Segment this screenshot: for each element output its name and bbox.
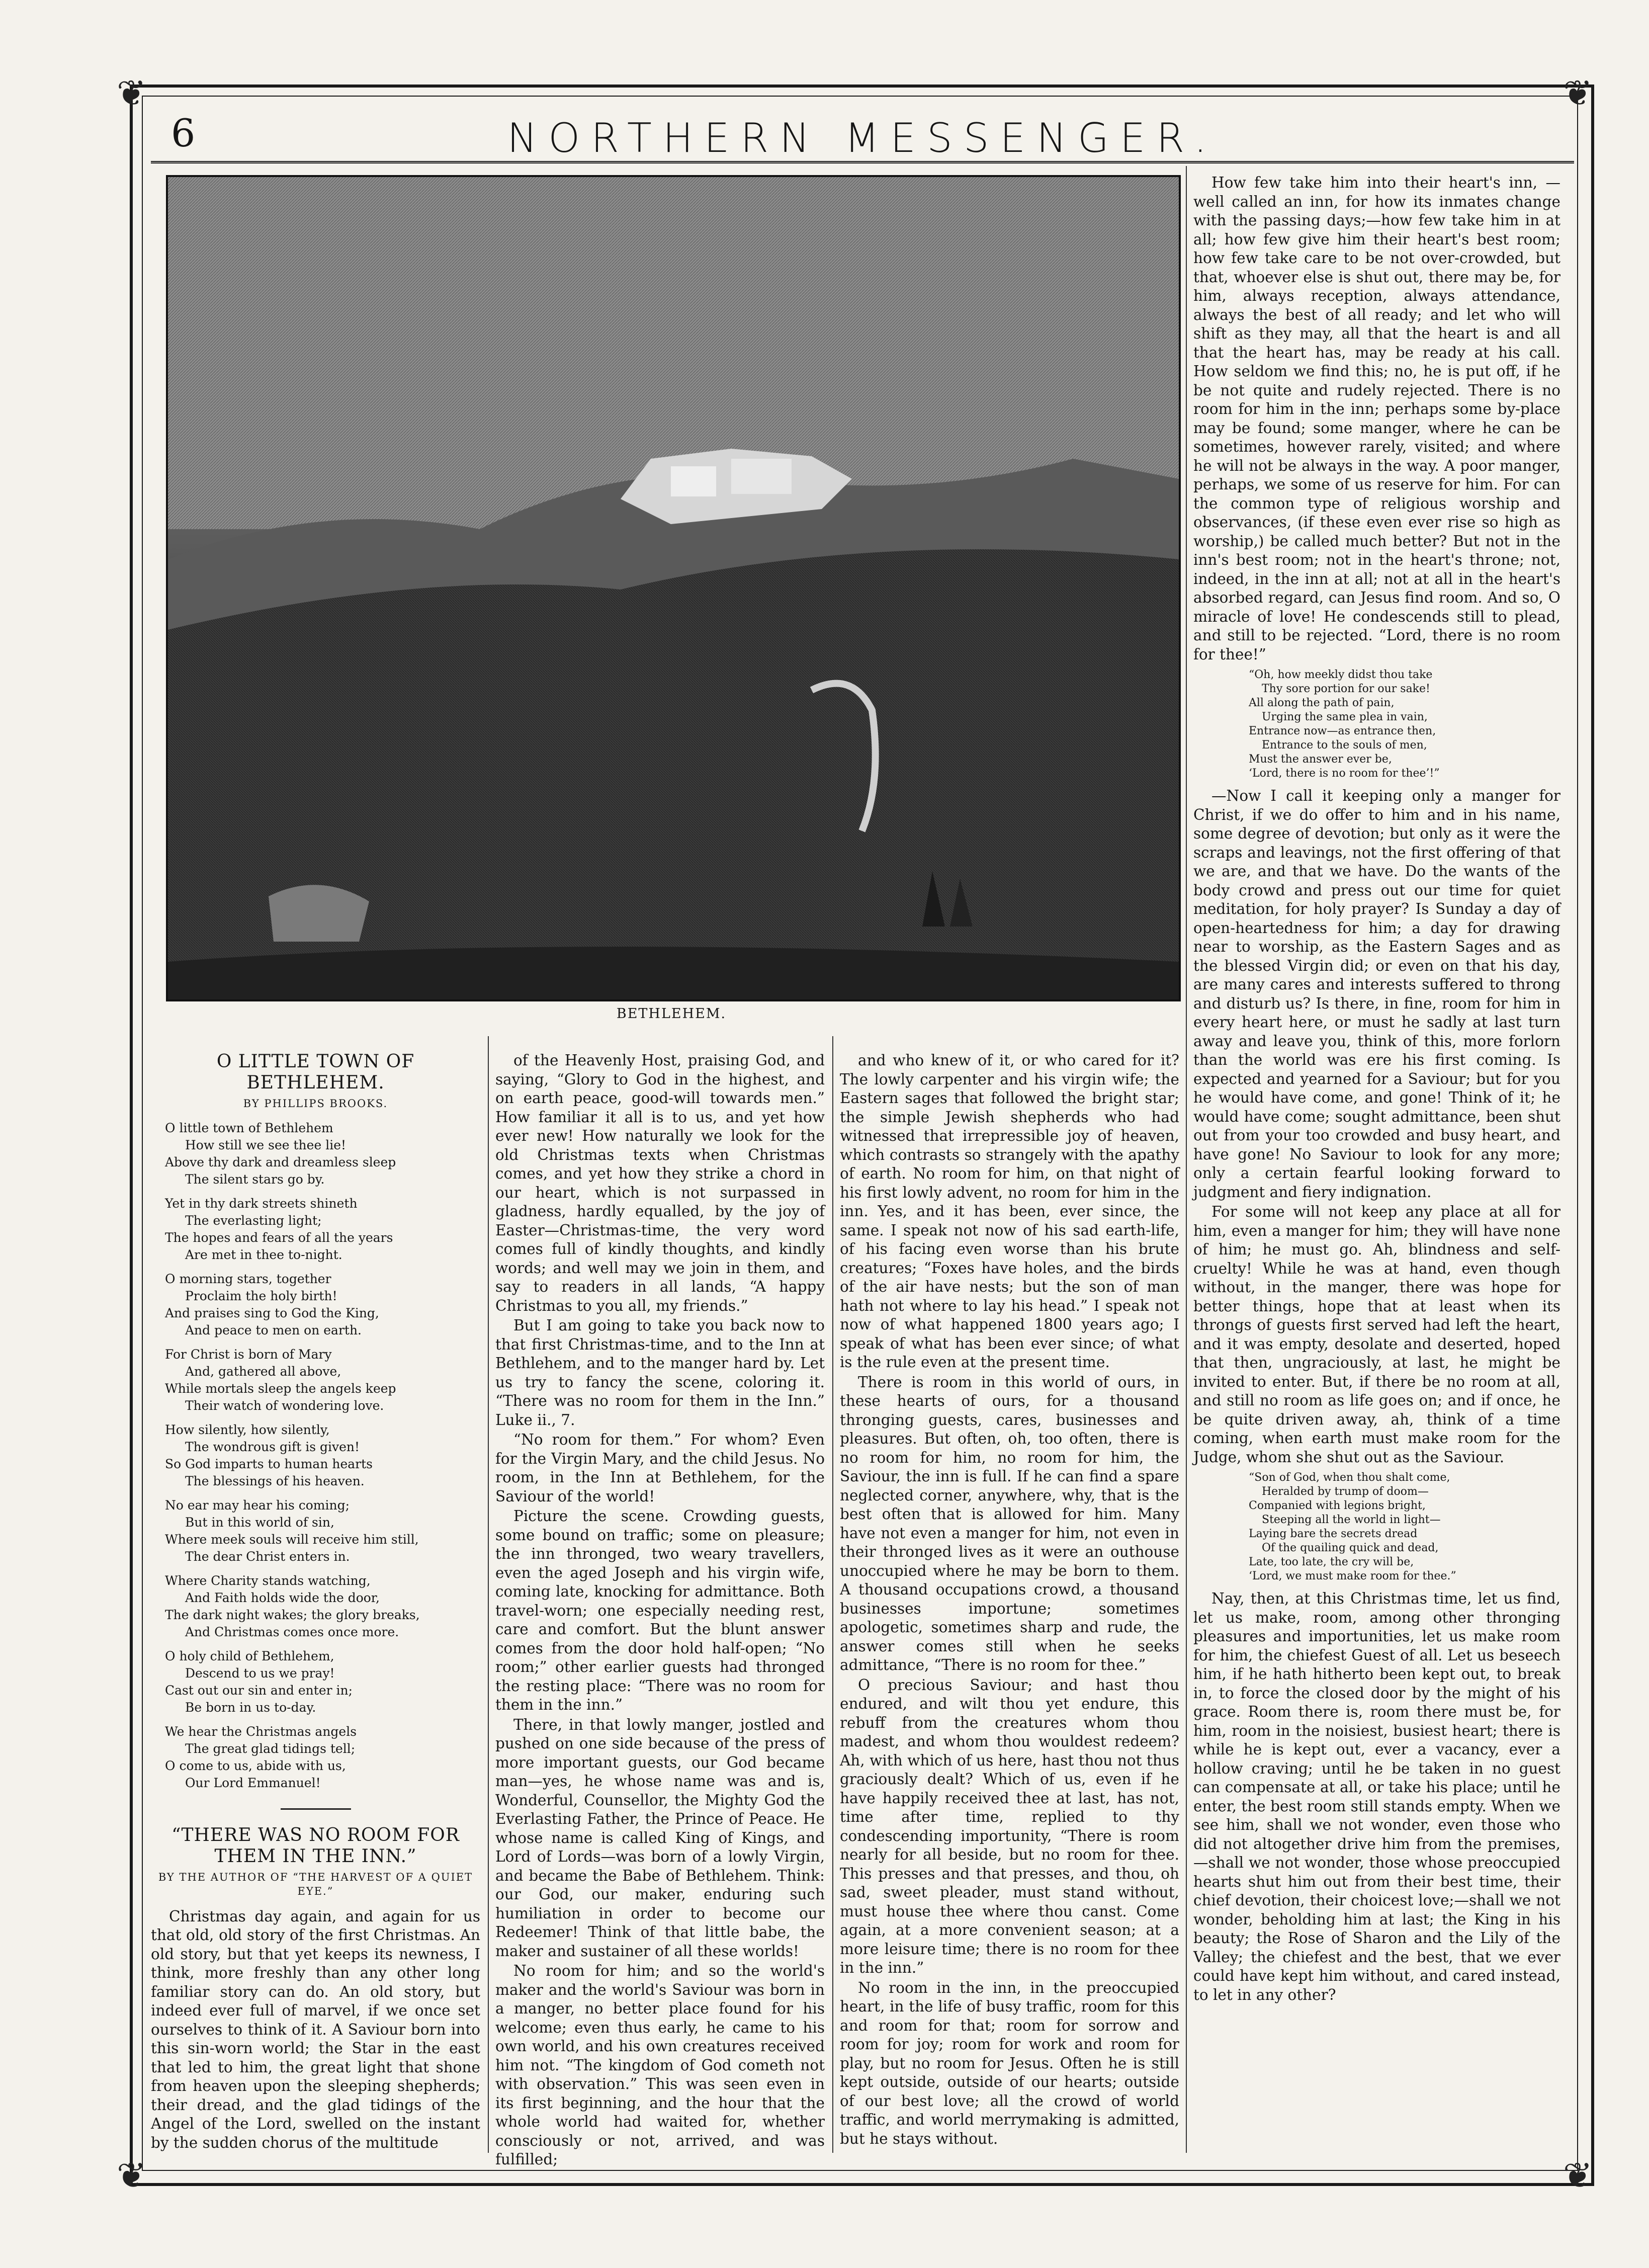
article-title: “THERE WAS NO ROOM FOR THEM IN THE INN.”: [171, 1824, 460, 1867]
verse-line: “Oh, how meekly didst thou take: [1249, 668, 1433, 681]
poem-line: But in this world of sin,: [185, 1515, 334, 1530]
article-column-4-part-c: [1193, 1589, 1560, 2004]
poem-line: O holy child of Bethlehem,: [165, 1649, 334, 1663]
poem-stanza: [165, 1195, 480, 1264]
verse-line: Urging the same plea in vain,: [1262, 711, 1428, 723]
verse-line: Of the quailing quick and dead,: [1262, 1542, 1439, 1554]
article-paragraph: Nay, then, at this Christmas time, let us find, let us make, room, among other thronging pleasures and importunities, let us make room for him, the chiefest Guest of all. Let us beseech him, if he hath hitherto been kept out, to break in, to force the closed door by the might of his grace. Room there is, room there must be, for him, room in the noisiest, busiest heart; there is while he is kept out, ever a vacancy, ever a hollow craving; until he be taken in no guest can compensate at all, or take his place; until he enter, the best room still stands empty. When we see him, shall we not wonder, even those who did not altogether drive him from the premises,—shall we not wonder, those whose preoccupied hearts shut him out from their best time, their chief devotion, their choicest love;—shall we not wonder, beholding him at last; the King in his beauty; the Rose of Sharon and the Lily of the Valley; the chiefest and the best, that we ever could have kept him without, and cared instead, to let in any other?: [1193, 1590, 1560, 2003]
article-column-1: [151, 1907, 480, 2153]
poem-line: Yet in thy dark streets shineth: [165, 1196, 358, 1211]
poem-line: Their watch of wondering love.: [185, 1398, 384, 1413]
verse-line: Steeping all the world in light—: [1262, 1514, 1441, 1526]
article-column-3: [840, 1051, 1179, 2148]
article-paragraph: But I am going to take you back now to that first Christmas-time, and to the Inn at Bethlehem, and to the manger hard by. Let us try to fancy the scene, coloring it. “There was no room for them in the Inn.” Luke ii., 7.: [495, 1317, 825, 1429]
poem-line: And, gathered all above,: [185, 1364, 341, 1379]
article-column-4-part-a: [1193, 174, 1560, 664]
article-column-2: [495, 1051, 825, 2169]
article-paragraph: and who knew of it, or who cared for it? The lowly carpenter and his virgin wife; the Eastern sages that followed the bright star; the simple Jewish shepherds who had witnessed that irrepressible joy of heaven, which contrasts so strangely with the apathy of earth. No room for him, on that night of his first lowly advent, no room for him in the inn. Yes, and it has been, ever since, the same. I speak not now of his sad earth-life, of his facing even worse than his brute creatures; “Foxes have holes, and the birds of the air have nests; but the son of man hath not where to lay his head.” I speak not now of what happened 1800 years ago; I speak of what has been ever since; of what is the rule even at the present time.: [840, 1052, 1179, 1371]
verse-line: Companied with legions bright,: [1249, 1499, 1426, 1512]
poem-line: The blessings of his heaven.: [185, 1474, 365, 1488]
corner-ornament-bottom-left: ❦: [117, 2155, 146, 2196]
column-rule: [488, 1036, 489, 2153]
poem-line: Where Charity stands watching,: [165, 1573, 371, 1588]
poem-stanzas: [151, 1120, 480, 1792]
illustration-caption: BETHLEHEM.: [616, 1006, 727, 1022]
corner-ornament-top-left: ❦: [117, 72, 146, 114]
column-rule: [1186, 166, 1187, 2153]
poem-line: Our Lord Emmanuel!: [185, 1776, 321, 1790]
poem-line: O little town of Bethlehem: [165, 1121, 333, 1135]
verse-line: ‘Lord, there is no room for thee’!”: [1249, 767, 1440, 780]
poem-line: The great glad tidings tell;: [185, 1741, 356, 1756]
poem-stanza: [165, 1723, 480, 1792]
poem-line: The everlasting light;: [185, 1213, 322, 1228]
poem-line: How still we see thee lie!: [185, 1138, 346, 1152]
poem-stanza: [165, 1421, 480, 1490]
corner-ornament-bottom-right: ❦: [1563, 2155, 1593, 2196]
poem-stanza: [165, 1648, 480, 1716]
article-paragraph: No room for him; and so the world's maker and the world's Saviour was born in a manger, no better place found for his welcome; even thus early, he came to his own world, and his own creatures received him not. “The kingdom of God cometh not with observation.” This was seen even in its first beginning, and the hour that the whole world had waited for, whether consciously or not, arrived, and was fulfilled;: [495, 1962, 825, 2168]
verse-line: ‘Lord, we must make room for thee.”: [1249, 1570, 1456, 1582]
landscape-illustration: [168, 177, 1179, 999]
poem-line: So God imparts to human hearts: [165, 1457, 373, 1471]
verse-line: Laying bare the secrets dread: [1249, 1528, 1418, 1540]
poem-line: Proclaim the holy birth!: [185, 1289, 337, 1303]
verse-line: Thy sore portion for our sake!: [1262, 683, 1430, 695]
poem-stanza: [165, 1572, 480, 1641]
article-paragraph: There is room in this world of ours, in these hearts of ours, for a thousand thronging guests, cares, businesses and pleasures. But often, oh, too often, there is no room for him, no room for him, the Saviour, the inn is full. If he can find a spare neglected corner, anywhere, why, that is the best often that is allowed for him. Many have not even a manger for him, not even in their thronged lives as it were an outhouse unoccupied where he may be born to them. A thousand occupations crowd, a thousand businesses importune; sometimes apologetic, sometimes sharp and rude, the answer comes still when he seeks admittance, “There is no room for thee.”: [840, 1373, 1179, 1673]
poem-title: O LITTLE TOWN OF BETHLEHEM.: [216, 1051, 415, 1093]
poem-stanza: [165, 1346, 480, 1414]
poem-line: No ear may hear his coming;: [165, 1498, 350, 1513]
article-paragraph: No room in the inn, in the preoccupied heart, in the life of busy traffic, room for this and room for that; room for sorrow and room for joy; room for work and room for play, but no room for Jesus. Often he is still kept outside, outside of our hearts; outside of our best love; all the crowd of world traffic, and world merrymaking is admitted, but he stays without.: [840, 1979, 1179, 2147]
column-1: [151, 1051, 480, 2153]
poem-line: For Christ is born of Mary: [165, 1347, 332, 1362]
poem-line: How silently, how silently,: [165, 1422, 330, 1437]
poem-line: Above thy dark and dreamless sleep: [165, 1155, 396, 1169]
column-3: [840, 1051, 1179, 2149]
poem-line: While mortals sleep the angels keep: [165, 1381, 396, 1396]
page-header: [151, 106, 1574, 161]
poem-line: Cast out our sin and enter in;: [165, 1683, 353, 1698]
article-column-4-part-b: [1193, 787, 1560, 1467]
bethlehem-engraving: [166, 175, 1181, 1001]
verse-line: Must the answer ever be,: [1249, 753, 1392, 766]
article-paragraph: O precious Saviour; and hast thou endured, and wilt thou yet endure, this rebuff from the creatures whom thou madest, and whom thou wouldest redeem? Ah, with which of us here, hast thou not thus graciously dealt? Which of us, even if he have happily received thee at last, has not, time after time, replied to thy condescending importunity, “There is room nearly for all beside, but no room for thee. This presses and that presses, and thou, oh sad, sweet pleader, must stand without, must house thee where thou canst. Come again, at a more convenient season; at a more leisure time; there is no room for thee in the inn.”: [840, 1676, 1179, 1976]
poem-line: We hear the Christmas angels: [165, 1724, 357, 1739]
poem-line: O morning stars, together: [165, 1272, 331, 1286]
poem-line: The hopes and fears of all the years: [165, 1230, 393, 1245]
article-paragraph: For some will not keep any place at all for him, even a manger for him; they will have none of him; he must go. Ah, blindness and self-cruelty! While he was at hand, even though without, in the manger, there was hope for better things, hope that at least when its throngs of guests first served had left the heart, and it was empty, desolate and deserted, hoped that then, ungraciously, at last, he might be invited to enter. But, if there be no room at all, and still no room as life goes on; and if once, he be quite driven away, ah, think of a time coming, when earth must make room for the Judge, whom she shut out as the Saviour.: [1193, 1203, 1560, 1466]
quoted-verse-1: [1249, 668, 1560, 781]
article-byline: BY THE AUTHOR OF “THE HARVEST OF A QUIET EYE.”: [158, 1871, 473, 1897]
article-paragraph: of the Heavenly Host, praising God, and saying, “Glory to God in the highest, and on earth peace, good-will towards men.” How familiar it all is to us, and yet how ever new! How naturally we look for the old Christmas texts when Christmas comes, and yet how they strike a chord in our heart, which is not surpassed in gladness, hardly equalled, by the joy of Easter—Christmas-time, the very word comes full of kindly thoughts, and kindly words; and well may we join in them, and say to readers in all lands, “A happy Christmas to you all, my friends.”: [495, 1052, 825, 1314]
article-paragraph: “No room for them.” For whom? Even for the Virgin Mary, and the child Jesus. No room, in the Inn at Bethlehem, for the Saviour of the world!: [495, 1431, 825, 1505]
poem-stanza: [165, 1497, 480, 1565]
poem-byline: BY PHILLIPS BROOKS.: [243, 1098, 388, 1110]
poem-line: Where meek souls will receive him still,: [165, 1532, 419, 1547]
poem-line: And Christmas comes once more.: [185, 1625, 399, 1639]
poem-stanza: [165, 1271, 480, 1339]
poem-stanza: [165, 1120, 480, 1188]
poem-line: The wondrous gift is given!: [185, 1440, 360, 1454]
article-paragraph: There, in that lowly manger, jostled and pushed on one side because of the press of more important guests, our God became man—yes, he whose name was and is, Wonderful, Counsellor, the Mighty God the Everlasting Father, the Prince of Peace. He whose name is called King of Kings, and Lord of Lords—was born of a lowly Virgin, and became the Babe of Bethlehem. Think: our God, our maker, enduring such humiliation in order to become our Redeemer! Think of that little babe, the maker and sustainer of all these worlds!: [495, 1716, 825, 1960]
poem-line: O come to us, abide with us,: [165, 1758, 346, 1773]
verse-line: Entrance now—as entrance then,: [1249, 725, 1436, 737]
quoted-verse-2: [1249, 1471, 1560, 1583]
poem-line: Are met in thee to-night.: [185, 1247, 342, 1262]
header-rule: [151, 161, 1574, 163]
column-4: [1193, 174, 1560, 2005]
article-paragraph: How few take him into their heart's inn, —well called an inn, for how its inmates change with the passing days;—how few take him in at all; how few give him their heart's best room; how few take care to be not over-crowded, but that, whoever else is shut out, there may be, for him, always reception, always attendance, always the best of all ready; and let who will shift as they may, all that the heart is and all that the heart has, may be ready at his call. How seldom we find this; no, he is put off, if he be not quite and rudely rejected. There is no room for him in the inn; perhaps some by-place may be found; some manger, where he can be sometimes, however rarely, visited; and where he will not be always in the way. A poor manger, perhaps, we some of us reserve for him. For can the common type of religious worship and observances, (if these even ever rise so high as worship,) be called much better? But not in the inn's best room; not in the heart's throne; not, indeed, in the inn at all; not at all in the heart's absorbed regard, can Jesus find room. And so, O miracle of love! He condescends still to plead, and still to be rejected. “Lord, there is no room for thee!”: [1193, 174, 1560, 663]
separator-rule: [151, 1799, 480, 1818]
poem-line: The silent stars go by.: [185, 1172, 325, 1187]
poem-line: And Faith holds wide the door,: [185, 1590, 380, 1605]
poem-line: The dark night wakes; the glory breaks,: [165, 1608, 420, 1622]
verse-line: Late, too late, the cry will be,: [1249, 1556, 1414, 1568]
column-2: [495, 1051, 825, 2170]
column-rule: [832, 1036, 833, 2153]
verse-line: Heralded by trump of doom—: [1262, 1485, 1429, 1498]
masthead-title: NORTHERN MESSENGER.: [507, 115, 1218, 161]
verse-line: Entrance to the souls of men,: [1262, 739, 1427, 751]
article-paragraph: Picture the scene. Crowding guests, some bound on traffic; some on pleasure; the inn thronged, two weary travellers, even the aged Joseph and his virgin wife, coming late, knocking for admittance. Both travel-worn; one especially needing rest, care and comfort. But the blunt answer comes from the door hold half-open; “No room;” other earlier guests had thronged the resting place: “There was no room for them in the inn.”: [495, 1507, 825, 1713]
article-paragraph: —Now I call it keeping only a manger for Christ, if we do offer to him and in his name, some degree of devotion; but only as it were the scraps and leavings, not the first offering of that we are, and that we have. Do the wants of the body crowd and press out our time for quiet meditation, for holy prayer? Is Sunday a day of open-heartedness for him; a day for drawing near to worship, as the Eastern Sages and as the blessed Virgin did; or even on that his day, are many cares and interests suffered to throng and disturb us? Is there, in fine, room for him in every heart here, or must he sadly at last turn away and leave you, think of this, more forlorn than the world was ere his first coming. Is expected and yearned for a Saviour; but for you he would have come, and gone! Think of it; he would have come; sought admittance, been shut out from your too crowded and busy heart, and have gone! No Saviour to look for any more; only a certain fearful looking forward to judgment and fiery indignation.: [1193, 787, 1560, 1201]
poem-line: The dear Christ enters in.: [185, 1549, 350, 1564]
poem-line: Be born in us to-day.: [185, 1700, 316, 1715]
poem-line: Descend to us we pray!: [185, 1666, 335, 1681]
article-paragraph: Christmas day again, and again for us that old, old story of the first Christmas. An old story, but that yet keeps its newness, I think, more freshly than any other long familiar story can do. An old story, but indeed ever full of marvel, if we once set ourselves to think of it. A Saviour born into this sin-worn world; the Star in the east that led to him, the great light that shone from heaven upon the sleeping shepherds; their dread, and the glad tidings of the Angel of the Lord, swelled on the instant by the sudden chorus of the multitude: [151, 1907, 480, 2151]
poem-line: And peace to men on earth.: [185, 1323, 362, 1337]
verse-line: All along the path of pain,: [1249, 697, 1395, 709]
poem-line: And praises sing to God the King,: [165, 1306, 379, 1320]
verse-line: “Son of God, when thou shalt come,: [1249, 1471, 1450, 1484]
page-number: 6: [171, 111, 196, 155]
corner-ornament-top-right: ❦: [1563, 72, 1593, 114]
